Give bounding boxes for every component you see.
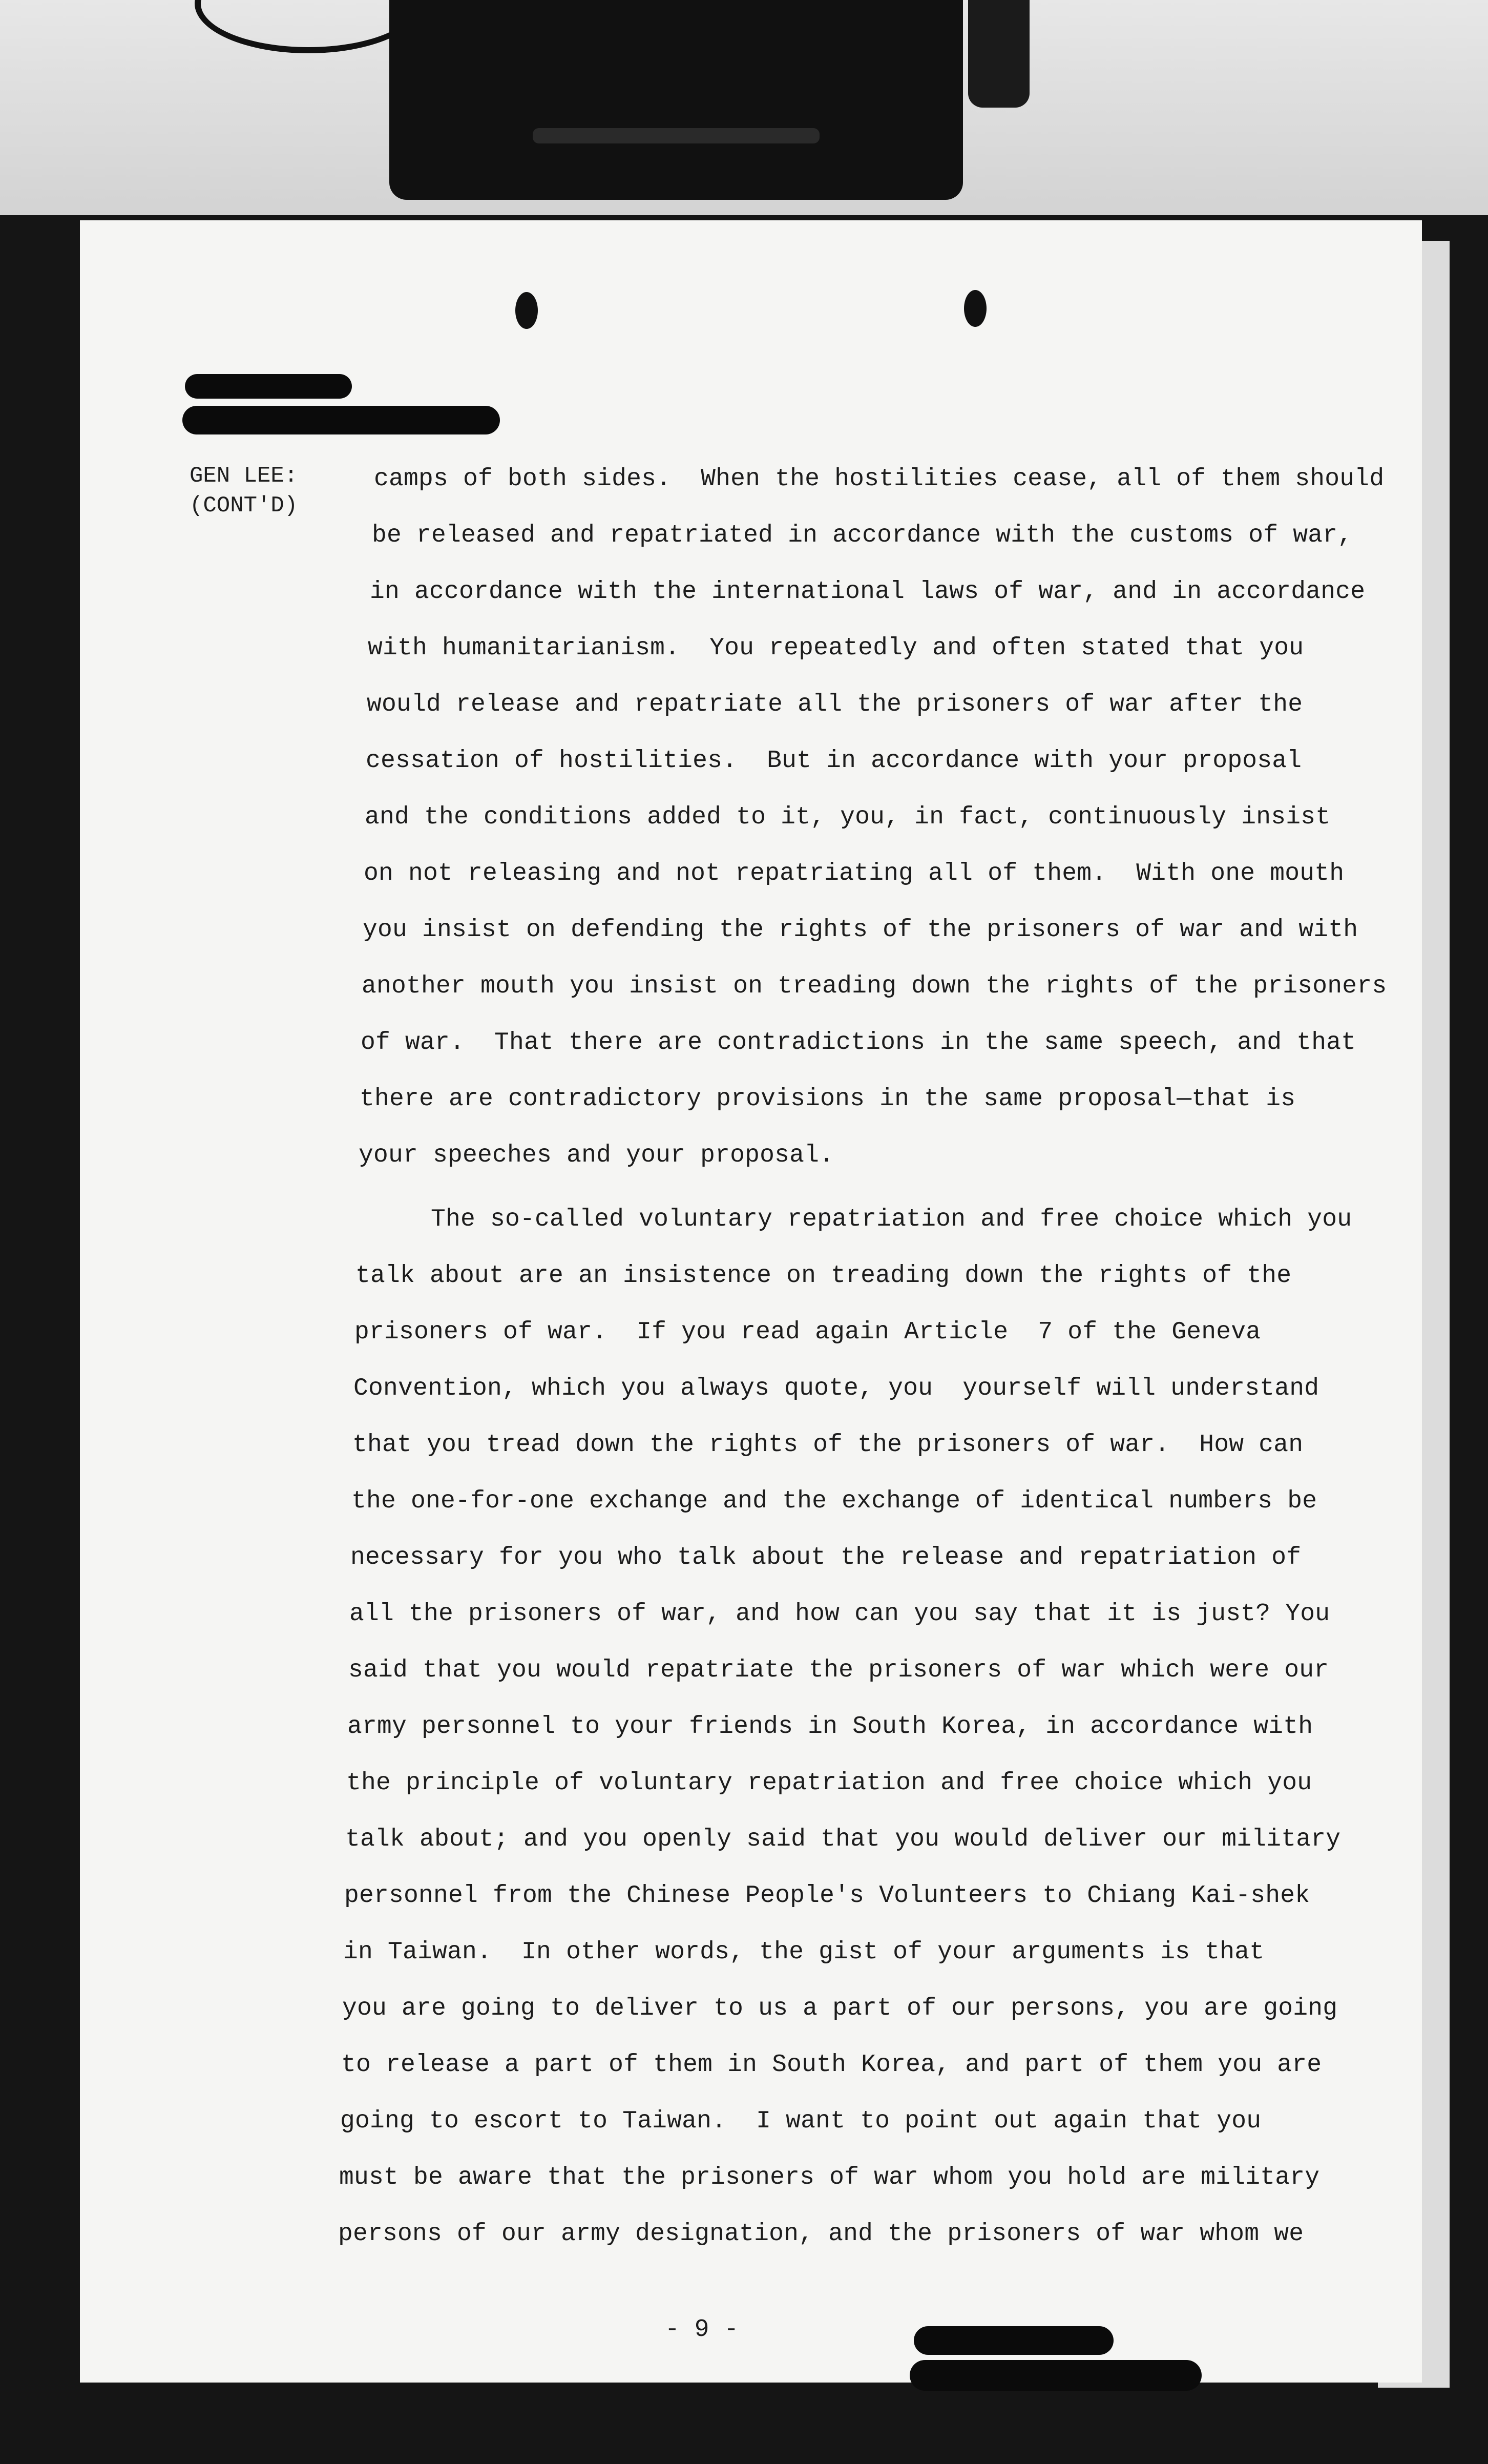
page-clamp	[389, 0, 963, 200]
text-line: there are contradictory provisions in the same proposal—that is	[360, 1085, 1296, 1113]
text-line: the one-for-one exchange and the exchange of identical numbers be	[351, 1487, 1317, 1515]
text-line: in Taiwan. In other words, the gist of your arguments is that	[343, 1938, 1265, 1966]
text-line: you are going to deliver to us a part of our persons, you are going	[342, 1995, 1338, 2022]
text-line: army personnel to your friends in South Korea, in accordance with	[347, 1713, 1313, 1741]
text-line: said that you would repatriate the prisoners of war which were our	[348, 1657, 1329, 1684]
text-line: all the prisoners of war, and how can you say that it is just? You	[349, 1600, 1330, 1628]
text-line: camps of both sides. When the hostilities cease, all of them should	[374, 465, 1385, 493]
text-line: Convention, which you always quote, you yourself will understand	[353, 1375, 1319, 1402]
scanner-cable	[195, 0, 422, 53]
speaker-continued-note: (CONT'D)	[190, 493, 298, 519]
text-line: cessation of hostilities. But in accordance with your proposal	[366, 747, 1302, 775]
scanner-background	[0, 0, 1488, 215]
clamp-handle	[968, 0, 1030, 108]
text-line: another mouth you insist on treading down the rights of the prisoners	[362, 972, 1387, 1000]
text-line: going to escort to Taiwan. I want to point out again that you	[340, 2107, 1262, 2135]
clamp-slot	[533, 128, 820, 143]
text-line: in accordance with the international laws of war, and in accordance	[370, 578, 1366, 606]
text-line: The so-called voluntary repatriation and free choice which you	[357, 1206, 1352, 1233]
text-line: talk about; and you openly said that you would deliver our military	[345, 1826, 1341, 1853]
redaction-mark-bottom-2	[910, 2360, 1202, 2391]
text-line: persons of our army designation, and the prisoners of war whom we	[338, 2220, 1304, 2248]
text-line: to release a part of them in South Korea, and part of them you are	[341, 2051, 1322, 2079]
text-line: talk about are an insistence on treading down the rights of the	[355, 1262, 1292, 1290]
text-line: of war. That there are contradictions in the same speech, and that	[361, 1029, 1356, 1057]
text-line: and the conditions added to it, you, in fact, continuously insist	[365, 803, 1331, 831]
text-line: prisoners of war. If you read again Article 7 of the Geneva	[354, 1318, 1261, 1346]
page-number: - 9 -	[665, 2316, 739, 2344]
text-line: that you tread down the rights of the prisoners of war. How can	[352, 1431, 1304, 1459]
redaction-mark-bottom-1	[914, 2326, 1114, 2355]
body-text	[80, 220, 1422, 2383]
text-line: would release and repatriate all the prisoners of war after the	[367, 691, 1303, 718]
text-line: the principle of voluntary repatriation and free choice which you	[346, 1769, 1312, 1797]
text-line: necessary for you who talk about the release and repatriation of	[350, 1544, 1302, 1571]
text-line: on not releasing and not repatriating all of them. With one mouth	[364, 860, 1345, 887]
text-line: you insist on defending the rights of the prisoners of war and with	[363, 916, 1358, 944]
text-line: be released and repatriated in accordance with the customs of war,	[372, 522, 1353, 549]
speaker-name: GEN LEE:	[190, 463, 298, 489]
text-line: must be aware that the prisoners of war whom you hold are military	[339, 2164, 1320, 2191]
text-line: your speeches and your proposal.	[359, 1142, 834, 1169]
text-line: personnel from the Chinese People's Volunteers to Chiang Kai-shek	[344, 1882, 1310, 1910]
text-line: with humanitarianism. You repeatedly and often stated that you	[368, 634, 1304, 662]
typed-document-page	[80, 220, 1422, 2383]
